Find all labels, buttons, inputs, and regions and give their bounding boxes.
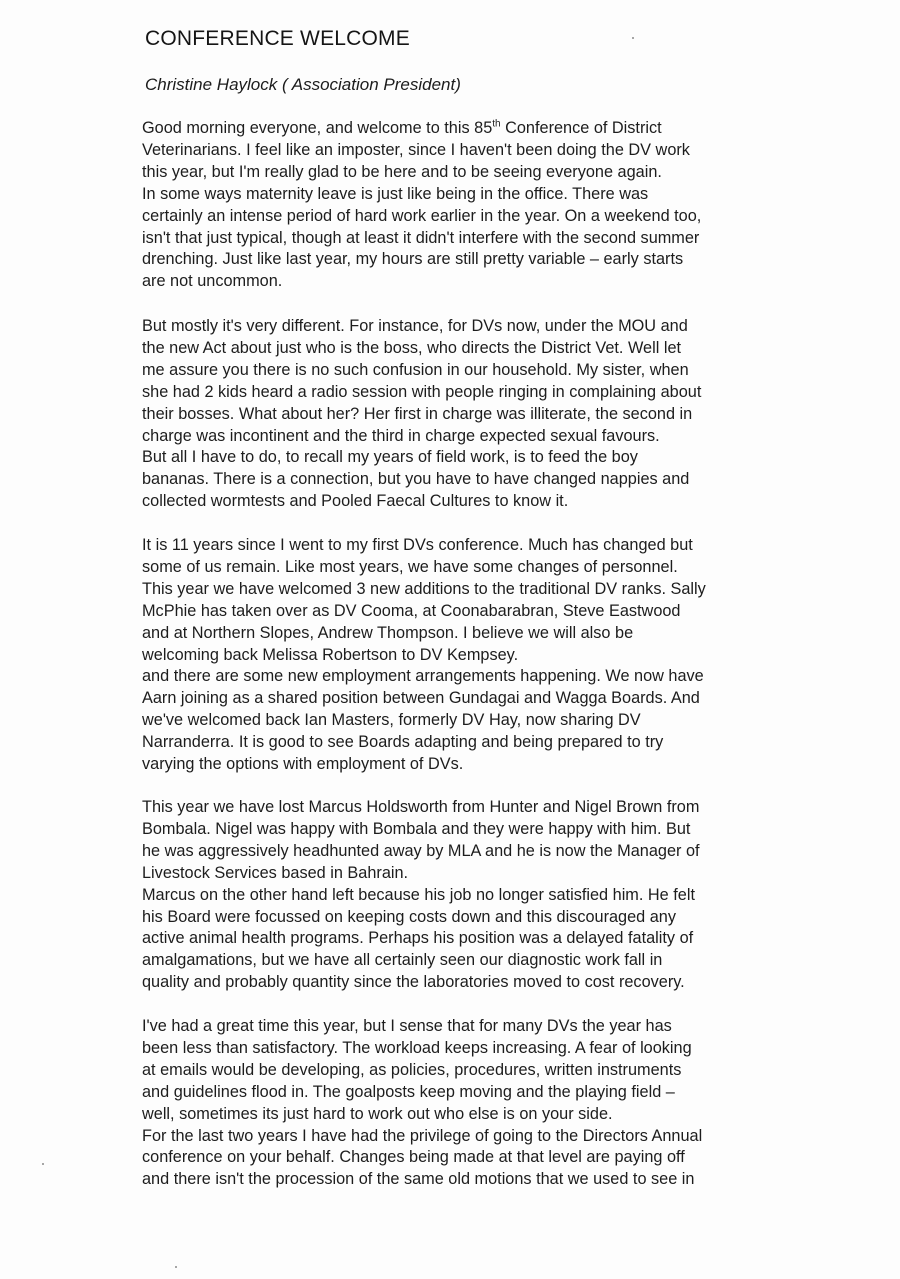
paragraph-line: Veterinarians. I feel like an imposter, since I haven't been doing the DV work [142,140,690,159]
line-text: Good morning everyone, and welcome to this 85 [142,119,493,137]
paragraph-line: amalgamations, but we have all certainly seen our diagnostic work fall in [142,951,663,970]
paragraph-line: welcoming back Melissa Robertson to DV Kempsey. [142,645,519,664]
paragraph-line: collected wormtests and Pooled Faecal Cultures to know it. [142,492,569,511]
paragraph-line: But all I have to do, to recall my years of field work, is to feed the boy [142,448,638,467]
paragraph-line: Aarn joining as a shared position between Gundagai and Wagga Boards. And [142,689,700,708]
paragraph-departures [142,797,832,994]
paragraph-line: I've had a great time this year, but I sense that for many DVs the year has [142,1017,672,1035]
paragraph-line: and at Northern Slopes, Andrew Thompson. I believe we will also be [142,623,634,642]
paragraph-workload [142,1016,832,1191]
paragraph-line: well, sometimes its just hard to work out who else is on your side. [142,1104,613,1123]
paragraph-line: the new Act about just who is the boss, who directs the District Vet. Well let [142,338,682,357]
paragraph-line [142,118,832,140]
paragraph-line: certainly an intense period of hard work earlier in the year. On a weekend too, [142,206,702,225]
paragraph-line: me assure you there is no such confusion in our household. My sister, when [142,360,689,379]
scan-speck [632,37,634,39]
paragraph-line: bananas. There is a connection, but you have to have changed nappies and [142,470,690,489]
line-text: Conference of District [500,119,662,137]
paragraph-line: McPhie has taken over as DV Cooma, at Coonabarabran, Steve Eastwood [142,601,681,620]
paragraph-personnel [142,535,832,776]
paragraph-line: This year we have welcomed 3 new additions to the traditional DV ranks. Sally [142,579,706,598]
paragraph-line: he was aggressively headhunted away by MLA and he is now the Manager of [142,841,700,860]
paragraph-line: Bombala. Nigel was happy with Bombala and they were happy with him. But [142,819,691,838]
paragraph-line: varying the options with employment of DVs. [142,755,464,774]
paragraph-line: some of us remain. Like most years, we have some changes of personnel. [142,557,678,576]
paragraph-line: charge was incontinent and the third in charge expected sexual favours. [142,426,660,445]
paragraph-line: and there isn't the procession of the same old motions that we used to see in [142,1170,695,1189]
document-title: CONFERENCE WELCOME [145,27,410,50]
paragraph-line: their bosses. What about her? Her first in charge was illiterate, the second in [142,404,693,423]
paragraph-mou [142,316,832,513]
ordinal-suffix: th [492,118,501,130]
scan-speck [42,1163,44,1165]
paragraph-line: conference on your behalf. Changes being made at that level are paying off [142,1148,685,1167]
paragraph-line: Marcus on the other hand left because his job no longer satisfied him. He felt [142,885,695,904]
paragraph-line: For the last two years I have had the privilege of going to the Directors Annual [142,1126,703,1145]
paragraph-line: his Board were focussed on keeping costs down and this discouraged any [142,907,676,926]
paragraph-line: active animal health programs. Perhaps his position was a delayed fatality of [142,929,694,948]
paragraph-line: at emails would be developing, as policies, procedures, written instruments [142,1060,682,1079]
paragraph-line: isn't that just typical, though at least it didn't interfere with the second summer [142,228,700,247]
scan-speck [175,1266,177,1268]
paragraph-line: she had 2 kids heard a radio session with people ringing in complaining about [142,382,702,401]
paragraph-line: and there are some new employment arrangements happening. We now have [142,667,704,686]
author-byline: Christine Haylock ( Association President) [145,75,461,94]
paragraph-line: and guidelines flood in. The goalposts keep moving and the playing field – [142,1082,675,1101]
paragraph-line: Livestock Services based in Bahrain. [142,863,409,882]
paragraph-line: been less than satisfactory. The workload keeps increasing. A fear of looking [142,1038,692,1057]
paragraph-line: this year, but I'm really glad to be here and to be seeing everyone again. [142,162,662,181]
paragraph-line: Narranderra. It is good to see Boards adapting and being prepared to try [142,733,664,752]
paragraph-line: are not uncommon. [142,272,283,291]
paragraph-line: drenching. Just like last year, my hours are still pretty variable – early starts [142,250,684,269]
paragraph-line: In some ways maternity leave is just like being in the office. There was [142,184,649,203]
paragraph-line: This year we have lost Marcus Holdsworth from Hunter and Nigel Brown from [142,798,700,816]
paragraph-welcome [142,118,832,293]
paragraph-line: It is 11 years since I went to my first DVs conference. Much has changed but [142,536,693,554]
paragraph-line: But mostly it's very different. For instance, for DVs now, under the MOU and [142,317,688,335]
paragraph-line: quality and probably quantity since the laboratories moved to cost recovery. [142,973,685,992]
paragraph-line: we've welcomed back Ian Masters, formerly DV Hay, now sharing DV [142,711,641,730]
